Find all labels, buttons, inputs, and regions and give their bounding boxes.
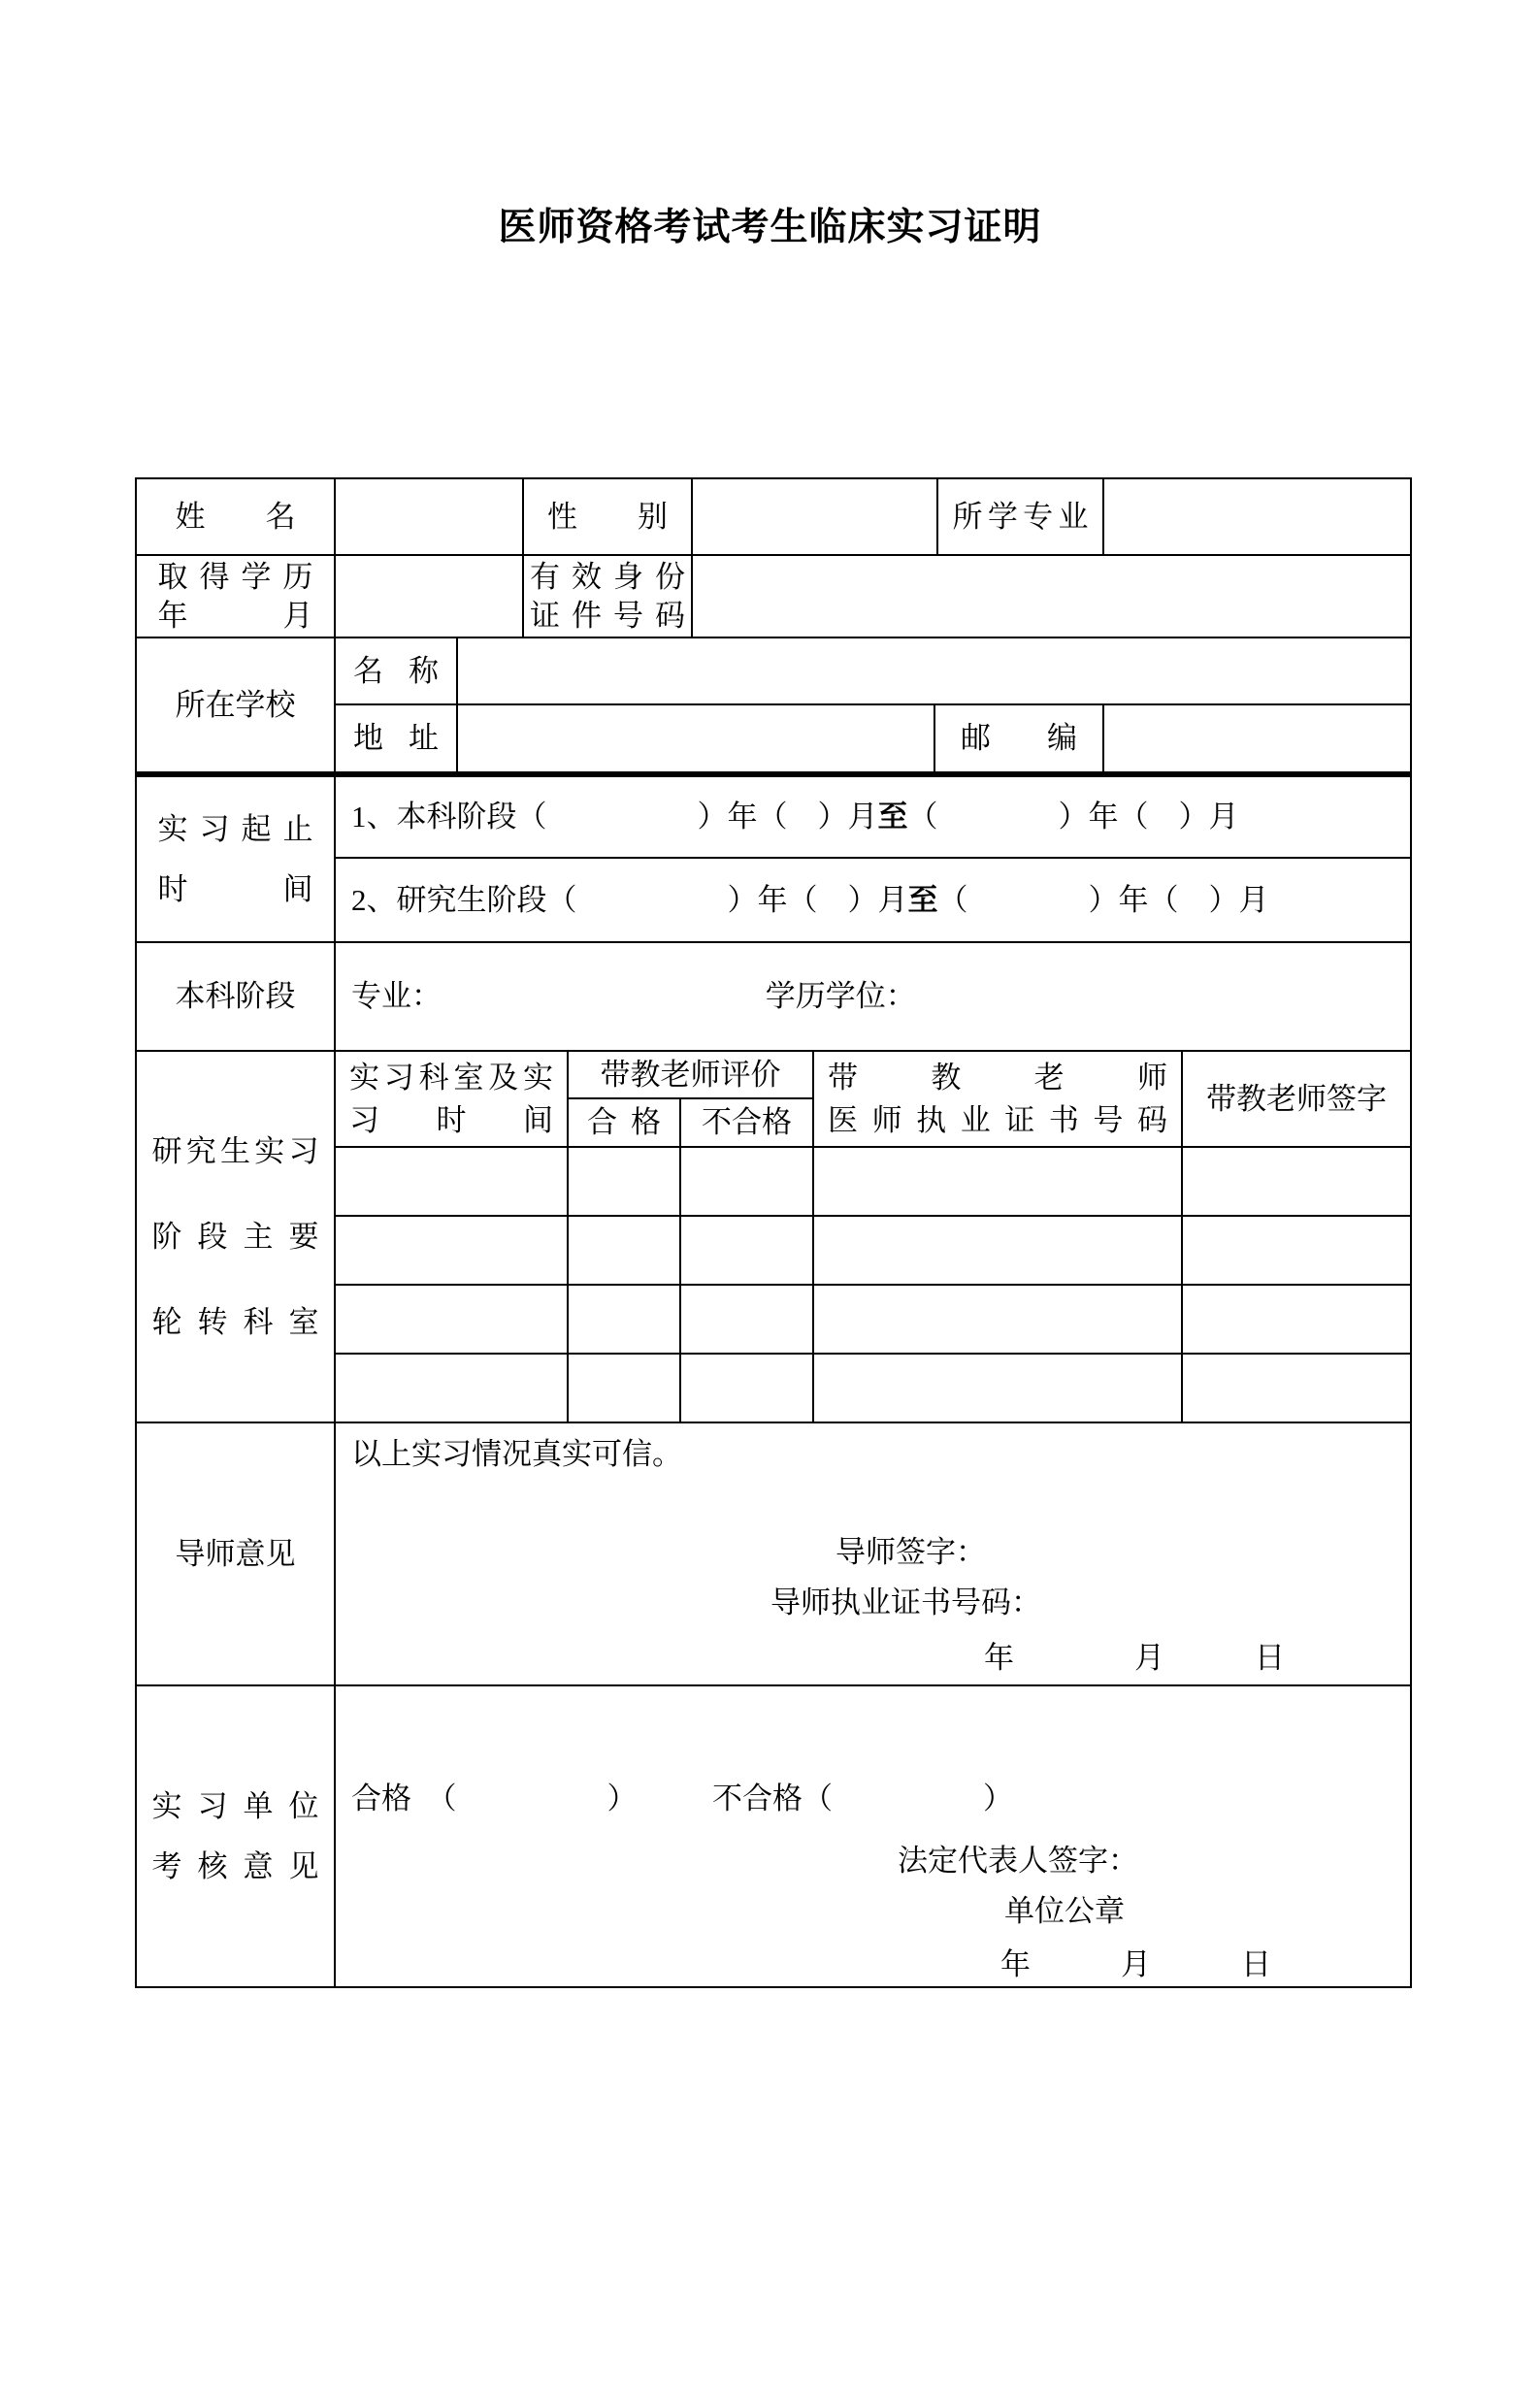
gender-field <box>692 479 937 555</box>
unit-seal-label: 单位公章 <box>1004 1894 1125 1928</box>
rotation-sign-cell <box>1182 1354 1410 1422</box>
school-address-label: 地址 <box>335 704 457 771</box>
degree-date-field <box>335 555 523 637</box>
rotation-cert-cell <box>813 1285 1182 1354</box>
rotation-pass-cell <box>568 1147 680 1216</box>
unit-date-line: 年 月 日 <box>1000 1947 1271 1981</box>
rotation-sign-cell <box>1182 1285 1410 1354</box>
degree-date-label: 取得学历 年月 <box>137 555 335 637</box>
mentor-opinion-cell <box>335 1423 1410 1684</box>
mentor-opinion-label: 导师意见 <box>137 1423 335 1684</box>
unit-review-label: 实习单位 考核意见 <box>137 1686 335 1986</box>
to-character: 至 <box>877 800 908 833</box>
name-label: 姓名 <box>137 479 335 555</box>
internship-period-label: 实习起止 时间 <box>137 777 335 941</box>
rotation-cert-cell <box>813 1147 1182 1216</box>
unit-result-line: 合格 （ ） 不合格（ ） <box>351 1781 1013 1815</box>
page-title: 医师资格考试考生临床实习证明 <box>498 207 1042 248</box>
rotation-dept-cell <box>335 1285 568 1354</box>
zip-field <box>1103 704 1410 771</box>
mentor-statement: 以上实习情况真实可信。 <box>351 1437 682 1471</box>
school-name-label: 名称 <box>335 638 457 704</box>
band-basic-info <box>137 479 1410 638</box>
band-unit-review <box>137 1686 1410 1986</box>
gender-label: 性别 <box>523 479 692 555</box>
graduate-period-row: 2、研究生阶段（ ）年（ ）月至（ ）年（ ）月 <box>335 858 1410 941</box>
school-address-field <box>457 704 934 771</box>
rotation-pass-cell <box>568 1216 680 1285</box>
undergrad-major-degree-cell <box>335 943 1410 1050</box>
rotation-dept-cell <box>335 1147 568 1216</box>
band-internship-period <box>137 777 1410 943</box>
school-label: 所在学校 <box>137 638 335 771</box>
rotation-sign-cell <box>1182 1216 1410 1285</box>
mentor-cert-label: 导师执业证书号码： <box>770 1585 1041 1619</box>
mentor-date-line: 年 月 日 <box>984 1641 1285 1675</box>
id-number-label: 有效身份 证件号码 <box>523 555 692 637</box>
band-mentor-opinion <box>137 1423 1410 1686</box>
undergrad-period-row: 1、本科阶段（ ）年（ ）月至（ ）年（ ）月 <box>335 777 1410 858</box>
undergrad-degree-label: 学历学位： <box>765 979 916 1013</box>
rotation-header-sign: 带教老师签字 <box>1182 1052 1410 1147</box>
band-undergrad-stage <box>137 943 1410 1052</box>
band-school <box>137 638 1410 777</box>
rotation-fail-cell <box>680 1285 813 1354</box>
unit-rep-sign-label: 法定代表人签字： <box>898 1844 1138 1878</box>
rotation-fail-cell <box>680 1147 813 1216</box>
zip-label: 邮编 <box>934 704 1103 771</box>
rotation-pass-cell <box>568 1354 680 1422</box>
undergrad-stage-label: 本科阶段 <box>137 943 335 1050</box>
rotation-fail-cell <box>680 1216 813 1285</box>
band-rotation <box>137 1052 1410 1423</box>
rotation-header-cert: 带教老师 医师执业证书号码 <box>813 1052 1182 1147</box>
certificate-form-table <box>135 477 1412 1988</box>
id-number-field <box>692 555 1410 637</box>
mentor-sign-label: 导师签字： <box>836 1535 986 1569</box>
rotation-cert-cell <box>813 1354 1182 1422</box>
rotation-header-eval: 带教老师评价 <box>568 1052 813 1098</box>
rotation-sign-cell <box>1182 1147 1410 1216</box>
rotation-fail-cell <box>680 1354 813 1422</box>
undergrad-major-label: 专业： <box>351 979 442 1013</box>
rotation-dept-cell <box>335 1216 568 1285</box>
rotation-label: 研究生实习 阶段主要 轮转科室 <box>137 1052 335 1422</box>
major-label: 所学专业 <box>937 479 1103 555</box>
school-name-field <box>457 638 1410 704</box>
major-field <box>1103 479 1410 555</box>
rotation-header-dept: 实习科室及实 习时间 <box>335 1052 568 1147</box>
rotation-header-fail: 不合格 <box>680 1098 813 1147</box>
name-field <box>335 479 523 555</box>
rotation-header-pass: 合格 <box>568 1098 680 1147</box>
rotation-dept-cell <box>335 1354 568 1422</box>
rotation-cert-cell <box>813 1216 1182 1285</box>
unit-review-cell <box>335 1686 1410 1986</box>
to-character: 至 <box>907 882 938 917</box>
rotation-pass-cell <box>568 1285 680 1354</box>
